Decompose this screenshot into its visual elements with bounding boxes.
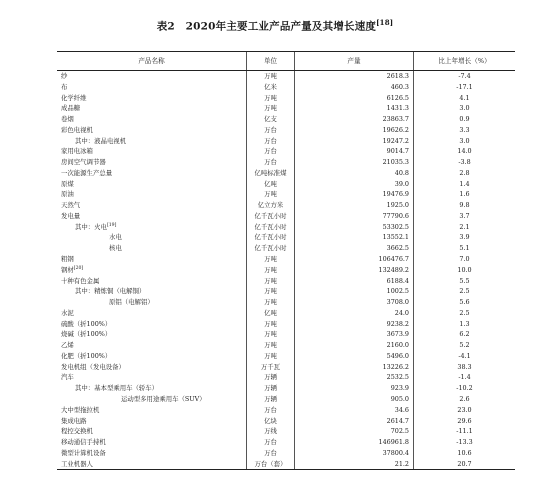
- product-name-cell: [57, 200, 246, 211]
- unit-cell: 万吨: [246, 254, 295, 265]
- table-row: [57, 136, 515, 147]
- product-name-cell: [57, 125, 246, 136]
- unit-cell: 亿立方米: [246, 200, 295, 211]
- product-name: 卷烟: [61, 115, 74, 124]
- growth-cell: -1.4: [413, 372, 515, 383]
- table-header: [57, 52, 515, 71]
- output-cell: 6188.4: [386, 276, 409, 285]
- product-name-cell: [57, 351, 246, 362]
- output-cell: 5496.0: [386, 351, 409, 360]
- table-row: [57, 437, 515, 448]
- growth-cell: -13.3: [413, 437, 515, 448]
- growth-cell: 38.3: [413, 362, 515, 373]
- product-name-cell: [57, 448, 246, 459]
- table-title-text: 表2 2020年主要工业产品产量及其增长速度: [156, 20, 377, 33]
- product-name: 乙烯: [61, 341, 74, 350]
- product-name-cell: [57, 383, 246, 394]
- unit-cell: 万台: [246, 448, 295, 459]
- product-name-cell: [57, 297, 246, 308]
- growth-cell: 14.0: [413, 146, 515, 157]
- unit-cell: 万吨: [246, 319, 295, 330]
- product-name: 原油: [61, 190, 74, 199]
- product-name: 大中型拖拉机: [61, 405, 100, 414]
- growth-cell: 2.5: [413, 286, 515, 297]
- product-name-cell: [57, 308, 246, 319]
- unit-cell: 万台（套）: [246, 459, 295, 470]
- growth-cell: 2.1: [413, 222, 515, 233]
- growth-cell: 29.6: [413, 416, 515, 427]
- growth-cell: 6.2: [413, 329, 515, 340]
- growth-cell: 4.1: [413, 93, 515, 104]
- growth-cell: 5.2: [413, 340, 515, 351]
- table-row: [57, 222, 515, 233]
- table-row: [57, 383, 515, 394]
- product-name: 核电: [109, 244, 122, 253]
- unit-cell: 万台: [246, 405, 295, 416]
- product-name: 化肥（折100%）: [61, 351, 112, 360]
- table-row: [57, 179, 515, 190]
- output-cell: 19247.2: [382, 136, 409, 145]
- growth-cell: 3.9: [413, 232, 515, 243]
- output-cell: 3662.5: [386, 244, 409, 253]
- unit-cell: 万吨: [246, 276, 295, 287]
- production-table: [57, 51, 515, 470]
- table-row: [57, 157, 515, 168]
- product-name: 钢材: [61, 265, 74, 274]
- product-name-cell: [57, 114, 246, 125]
- product-name: 布: [61, 82, 68, 91]
- product-name-cell: [57, 265, 246, 276]
- table-title: [0, 18, 550, 34]
- unit-cell: 亿块: [246, 416, 295, 427]
- output-cell: 13552.1: [382, 233, 409, 242]
- table-row: [57, 168, 515, 179]
- product-name-cell: [57, 329, 246, 340]
- product-name: 天然气: [61, 201, 81, 210]
- product-name: 粗钢: [61, 255, 74, 264]
- output-cell: 34.6: [394, 405, 409, 414]
- unit-cell: 亿千瓦小时: [246, 243, 295, 254]
- unit-cell: 亿千瓦小时: [246, 222, 295, 233]
- growth-cell: 9.8: [413, 200, 515, 211]
- unit-cell: 万台: [246, 125, 295, 136]
- product-name: 其中：火电: [75, 222, 107, 231]
- output-cell: 2532.5: [386, 373, 409, 382]
- growth-cell: -10.2: [413, 383, 515, 394]
- product-name: 化学纤维: [61, 93, 87, 102]
- table-row: [57, 394, 515, 405]
- table-row: [57, 93, 515, 104]
- product-name-cell: [57, 319, 246, 330]
- table-row: [57, 71, 515, 82]
- product-name-cell: [57, 179, 246, 190]
- growth-cell: 3.0: [413, 103, 515, 114]
- table-row: [57, 243, 515, 254]
- output-cell: 19626.2: [382, 125, 409, 134]
- product-name-cell: [57, 136, 246, 147]
- output-cell: 2618.3: [386, 72, 409, 80]
- footnote-ref: [18]: [376, 18, 394, 27]
- output-cell: 460.3: [390, 82, 409, 91]
- product-name-cell: [57, 459, 246, 470]
- header-output: 产量: [347, 57, 361, 65]
- unit-cell: 亿吨: [246, 308, 295, 319]
- growth-cell: -7.4: [413, 71, 515, 82]
- table-row: [57, 297, 515, 308]
- product-name-cell: [57, 211, 246, 222]
- growth-cell: -11.1: [413, 426, 515, 437]
- output-cell: 13226.2: [382, 362, 409, 371]
- table-row: [57, 114, 515, 125]
- header-product-name: 产品名称: [138, 57, 165, 65]
- output-cell: 21.2: [394, 459, 409, 468]
- unit-cell: 亿支: [246, 114, 295, 125]
- product-name-cell: [57, 416, 246, 427]
- output-cell: 1002.5: [386, 287, 409, 296]
- unit-cell: 万吨: [246, 189, 295, 200]
- product-name: 硫酸（折100%）: [61, 319, 112, 328]
- output-cell: 21035.3: [382, 158, 409, 167]
- output-cell: 905.0: [390, 394, 409, 403]
- output-cell: 1925.0: [386, 201, 409, 210]
- product-name-cell: [57, 103, 246, 114]
- product-name: 其中：精炼铜（电解铜）: [75, 287, 146, 296]
- table-row: [57, 372, 515, 383]
- table-row: [57, 459, 515, 470]
- product-name: 集成电路: [61, 416, 87, 425]
- product-name-cell: [57, 189, 246, 200]
- footnote-ref: [20]: [73, 265, 84, 271]
- unit-cell: 万辆: [246, 383, 295, 394]
- table-row: [57, 416, 515, 427]
- header-unit: 单位: [246, 52, 295, 70]
- product-name-cell: [57, 340, 246, 351]
- table-row: [57, 319, 515, 330]
- product-name: 其中：基本型乘用车（轿车）: [75, 384, 159, 393]
- unit-cell: 万线: [246, 426, 295, 437]
- growth-cell: 10.6: [413, 448, 515, 459]
- product-name-cell: [57, 405, 246, 416]
- table-row: [57, 448, 515, 459]
- unit-cell: 万吨: [246, 297, 295, 308]
- product-name-cell: [57, 146, 246, 157]
- table-row: [57, 362, 515, 373]
- product-name-cell: [57, 71, 246, 82]
- unit-cell: 万辆: [246, 372, 295, 383]
- growth-cell: 5.1: [413, 243, 515, 254]
- unit-cell: 万吨: [246, 71, 295, 82]
- output-cell: 3673.9: [386, 330, 409, 339]
- product-name: 原煤: [61, 179, 74, 188]
- table-row: [57, 286, 515, 297]
- product-name: 家用电冰箱: [61, 147, 93, 156]
- unit-cell: 万台: [246, 157, 295, 168]
- unit-cell: 万吨: [246, 93, 295, 104]
- output-cell: 3708.0: [386, 298, 409, 307]
- product-name: 成品糖: [61, 104, 81, 113]
- growth-cell: 3.7: [413, 211, 515, 222]
- unit-cell: 亿吨标准煤: [246, 168, 295, 179]
- product-name-cell: [57, 362, 246, 373]
- output-cell: 53302.5: [382, 222, 409, 231]
- output-cell: 9014.7: [386, 147, 409, 156]
- output-cell: 2160.0: [386, 341, 409, 350]
- output-cell: 6126.5: [386, 93, 409, 102]
- growth-cell: 20.7: [413, 459, 515, 470]
- growth-cell: 2.5: [413, 308, 515, 319]
- table-row: [57, 308, 515, 319]
- product-name-cell: [57, 232, 246, 243]
- table-row: [57, 146, 515, 157]
- unit-cell: 亿千瓦小时: [246, 232, 295, 243]
- growth-cell: -17.1: [413, 82, 515, 93]
- unit-cell: 万台: [246, 146, 295, 157]
- product-name: 房间空气调节器: [61, 158, 106, 167]
- output-cell: 2614.7: [386, 416, 409, 425]
- product-name: 运动型多用途乘用车（SUV）: [121, 394, 206, 403]
- table-row: [57, 103, 515, 114]
- product-name-cell: [57, 394, 246, 405]
- growth-cell: -4.1: [413, 351, 515, 362]
- output-cell: 23863.7: [382, 115, 409, 124]
- footnote-ref: [19]: [106, 222, 117, 228]
- product-name: 其中：液晶电视机: [75, 136, 127, 145]
- growth-cell: 23.0: [413, 405, 515, 416]
- product-name: 一次能源生产总量: [61, 168, 113, 177]
- product-name: 彩色电视机: [61, 125, 93, 134]
- output-cell: 40.8: [394, 168, 409, 177]
- product-name: 程控交换机: [61, 427, 93, 436]
- output-cell: 37800.4: [382, 448, 409, 457]
- output-cell: 19476.9: [382, 190, 409, 199]
- table-row: [57, 265, 515, 276]
- product-name-cell: [57, 372, 246, 383]
- growth-cell: 1.3: [413, 319, 515, 330]
- product-name: 发电量: [61, 211, 81, 220]
- product-name: 水电: [109, 233, 122, 242]
- product-name-cell: [57, 254, 246, 265]
- product-name-cell: [57, 276, 246, 287]
- growth-cell: 2.8: [413, 168, 515, 179]
- unit-cell: 万台: [246, 136, 295, 147]
- product-name-cell: [57, 426, 246, 437]
- header-growth: 比上年增长（%）: [413, 52, 515, 70]
- table-row: [57, 329, 515, 340]
- table-row: [57, 200, 515, 211]
- table-row: [57, 276, 515, 287]
- product-name: 移动通信手持机: [61, 438, 106, 447]
- product-name: 十种有色金属: [61, 276, 100, 285]
- growth-cell: 1.4: [413, 179, 515, 190]
- unit-cell: 万千瓦: [246, 362, 295, 373]
- product-name-cell: [57, 168, 246, 179]
- growth-cell: 3.0: [413, 136, 515, 147]
- growth-cell: 3.3: [413, 125, 515, 136]
- product-name-cell: [57, 93, 246, 104]
- unit-cell: 亿千瓦小时: [246, 211, 295, 222]
- output-cell: 1431.3: [386, 104, 409, 113]
- product-name-cell: [57, 286, 246, 297]
- product-name: 纱: [61, 72, 68, 80]
- table-row: [57, 189, 515, 200]
- table-row: [57, 82, 515, 93]
- table-body: [57, 71, 515, 469]
- table-row: [57, 232, 515, 243]
- product-name: 原铝（电解铝）: [109, 298, 154, 307]
- table-row: [57, 426, 515, 437]
- product-name-cell: [57, 157, 246, 168]
- growth-cell: 5.6: [413, 297, 515, 308]
- output-cell: 923.9: [390, 384, 409, 393]
- product-name: 工业机器人: [61, 459, 93, 468]
- unit-cell: 亿米: [246, 82, 295, 93]
- unit-cell: 亿吨: [246, 179, 295, 190]
- product-name: 烧碱（折100%）: [61, 330, 112, 339]
- product-name: 发电机组（发电设备）: [61, 362, 125, 371]
- product-name: 微型计算机设备: [61, 448, 106, 457]
- output-cell: 146961.8: [378, 438, 409, 447]
- output-cell: 9238.2: [386, 319, 409, 328]
- unit-cell: 万吨: [246, 340, 295, 351]
- growth-cell: 0.9: [413, 114, 515, 125]
- product-name-cell: [57, 222, 246, 233]
- output-cell: 702.5: [390, 427, 409, 436]
- output-cell: 132489.2: [378, 265, 409, 274]
- product-name: 汽车: [61, 373, 74, 382]
- table-row: [57, 254, 515, 265]
- product-name-cell: [57, 437, 246, 448]
- growth-cell: 5.5: [413, 276, 515, 287]
- growth-cell: -3.8: [413, 157, 515, 168]
- growth-cell: 10.0: [413, 265, 515, 276]
- table-row: [57, 211, 515, 222]
- product-name-cell: [57, 243, 246, 254]
- growth-cell: 7.0: [413, 254, 515, 265]
- output-cell: 106476.7: [378, 255, 409, 264]
- product-name: 水泥: [61, 308, 74, 317]
- output-cell: 77790.6: [382, 211, 409, 220]
- unit-cell: 万辆: [246, 394, 295, 405]
- table-row: [57, 405, 515, 416]
- table-row: [57, 125, 515, 136]
- product-name-cell: [57, 82, 246, 93]
- unit-cell: 万吨: [246, 329, 295, 340]
- unit-cell: 万吨: [246, 265, 295, 276]
- unit-cell: 万吨: [246, 103, 295, 114]
- growth-cell: 2.6: [413, 394, 515, 405]
- unit-cell: 万吨: [246, 286, 295, 297]
- table-row: [57, 340, 515, 351]
- output-cell: 39.0: [394, 179, 409, 188]
- unit-cell: 万台: [246, 437, 295, 448]
- unit-cell: 万吨: [246, 351, 295, 362]
- table-row: [57, 351, 515, 362]
- growth-cell: 1.6: [413, 189, 515, 200]
- output-cell: 24.0: [394, 308, 409, 317]
